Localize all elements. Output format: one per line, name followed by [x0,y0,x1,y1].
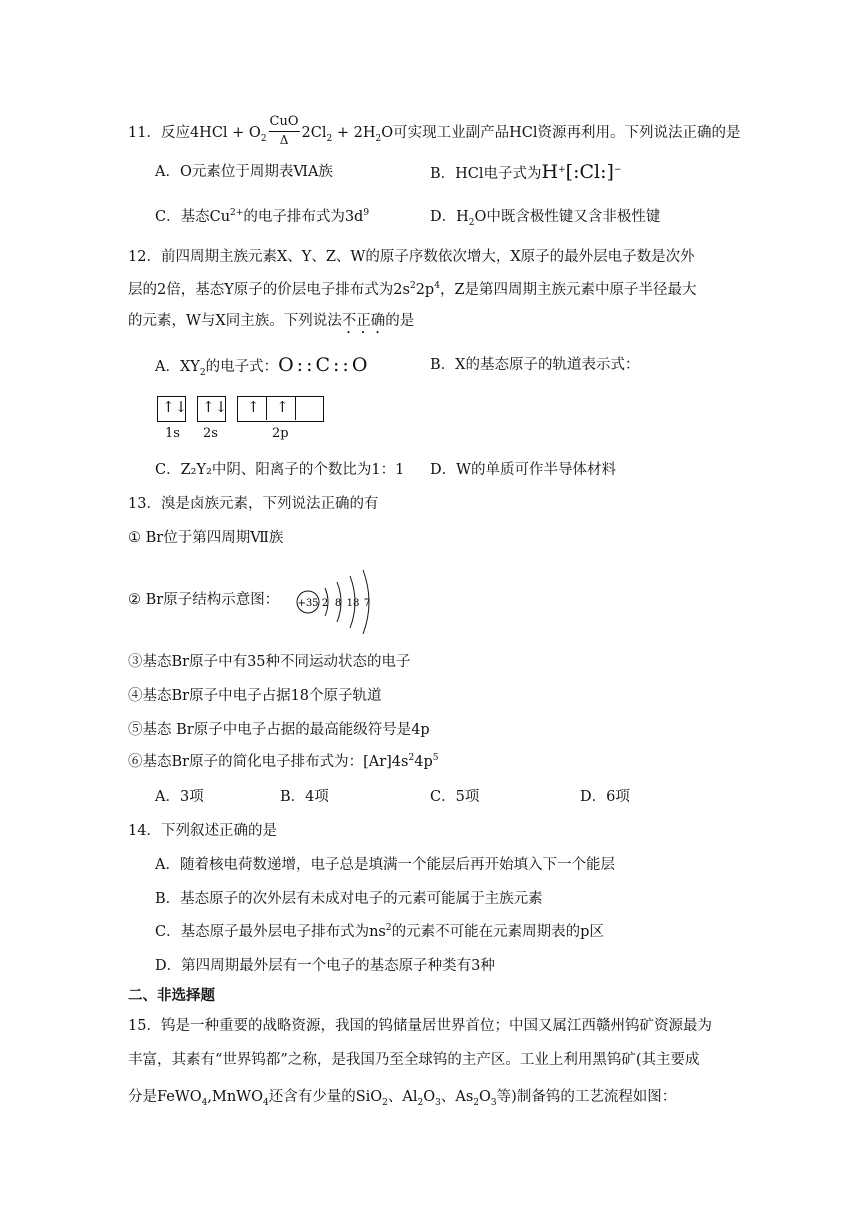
superscript: 2 [409,281,416,292]
q12-option-b: B．X的基态原子的轨道表示式： [430,357,640,373]
stem-text: 2p [415,282,435,298]
stem-text: ，Z是第四周期主族元素中原子半径最大 [439,282,697,298]
q13-option-c: C．5项 [430,789,480,805]
option-text: D． [430,209,457,225]
orbital-label: 2p [272,426,289,441]
statement-text: ⑥基态Br原子的简化电子排布式为：[Ar]4s [128,754,409,770]
q13-statement-5: ⑤基态 Br原子中电子占据的最高能级符号是4p [128,722,430,738]
q13-option-a: A．3项 [155,789,204,805]
stem-text: 的是 [385,313,415,329]
stem-text: O [423,1089,436,1105]
option-text: C．基态 [155,209,210,225]
ion: Cu [209,209,231,225]
q11-stem [128,116,740,150]
stem-text: O [479,1089,491,1105]
electron-arrow: ↑ [247,398,260,416]
option-text: 的元素不可能在元素周期表的p区 [391,924,604,940]
q14-stem: 14．下列叙述正确的是 [128,823,277,839]
catalyst: CuO [269,114,300,132]
orbital-label: 2s [203,426,218,441]
q13-statement-1: ① Br位于第四周期Ⅶ族 [128,530,284,546]
heat-symbol: Δ [279,133,289,147]
q13-stem: 13．溴是卤族元素，下列说法正确的有 [128,496,379,512]
stem-text: 、As [440,1089,474,1105]
section-heading: 二、非选择题 [128,987,215,1004]
stem-text: 、Al [387,1089,418,1105]
subscript: 2 [468,217,475,228]
superscript: 2 [385,923,392,934]
shell-electrons-2: 8 [334,598,342,609]
q13-option-b: B．4项 [280,789,329,805]
shell-electrons-3: 18 [346,598,360,609]
statement-text: 4p [414,754,433,770]
emphasis-text: 不正确 [341,313,386,329]
q13-statement-6 [128,752,438,772]
stem-text: 还含有少量的SiO [268,1089,383,1105]
shell-electrons-4: 7 [363,598,371,609]
reaction-condition [269,114,300,148]
q15-stem-line2: 丰富，其素有“世界钨都”之称，是我国乃至全球钨的主产区。工业上利用黑钨矿(其主要成 [128,1052,700,1068]
q15-stem-line3 [128,1087,676,1107]
subscript: 3 [490,1097,497,1108]
electron-formula: O::C::O [278,354,371,376]
electron-arrows: ↑↓ [162,398,188,416]
orbital-divider [266,397,267,420]
q13-statement-4: ④基态Br原子中电子占据18个原子轨道 [128,688,382,704]
q11-option-b [430,162,621,184]
q14-option-b: B．基态原子的次外层有未成对电子的元素可能属于主族元素 [155,891,543,907]
br-atom-structure-diagram [292,566,382,638]
stem-text: 分是FeWO [128,1089,202,1105]
stem-text: 可实现工业副产品HCl资源再利用。下列说法正确的是 [393,125,741,141]
electron-arrow: ↑ [276,398,289,416]
question-number: 11． [128,125,161,141]
option-text: A．XY [155,359,200,375]
subscript: 2 [260,133,267,144]
subscript: 3 [435,1097,441,1108]
subscript: 4 [262,1097,269,1108]
subscript: 2 [417,1097,424,1108]
electron-arrows: ↑↓ [202,398,228,416]
q14-option-a: A．随着核电荷数递增，电子总是填满一个能层后再开始填入下一个能层 [155,857,615,873]
option-text: 的电子排布式为3d [243,209,364,225]
q13-option-d: D．6项 [580,789,630,805]
option-text: B．HCl电子式为 [430,166,542,182]
q11-option-c [155,207,369,227]
superscript: 4 [434,281,440,292]
q13-statement-3: ③基态Br原子中有35种不同运动状态的电子 [128,654,411,670]
product: O [381,125,394,141]
stem-text: 层的2倍，基态Y原子的价层电子排布式为2s [128,282,410,298]
option-text: 的电子式： [205,359,279,375]
orbital-2p [237,396,324,422]
product: + 2H [332,125,376,141]
option-text: O中既含极性键又含非极性键 [474,209,661,225]
stem-text: ,MnWO [207,1089,263,1105]
q13-statement-2: ② Br原子结构示意图： [128,592,280,608]
superscript: 9 [363,208,370,219]
subscript: 2 [473,1097,480,1108]
option-text: C．基态原子最外层电子排布式为ns [155,924,386,940]
orbital-label: 1s [165,426,180,441]
q12-stem-line2 [128,280,697,300]
q14-option-c [155,922,604,942]
nucleus-charge: +35 [297,598,319,609]
superscript: 2 [408,753,415,764]
reactants: 4HCl + O [189,125,261,141]
orbital-1s [157,396,186,422]
subscript: 4 [201,1097,208,1108]
charge: − [613,165,622,176]
charge: + [558,165,566,176]
stem-text: 等)制备钨的工艺流程如图： [496,1089,677,1105]
superscript: 5 [432,753,439,764]
q12-stem-line3 [128,311,414,337]
stem-text: 反应 [160,125,190,141]
q15-stem-line1: 15．钨是一种重要的战略资源，我国的钨储量居世界首位；中国又属江西赣州钨矿资源最为 [128,1018,712,1034]
product: 2Cl [301,125,327,141]
q12-option-a [155,355,370,377]
shell-electrons-1: 2 [321,598,329,609]
molecule: H [456,209,469,225]
q14-option-d: D．第四周期最外层有一个电子的基态原子种类有3种 [155,958,495,974]
orbital-divider [295,397,296,420]
orbital-diagram [157,396,337,444]
q11-option-a: A．O元素位于周期表ⅥA族 [155,164,333,180]
q12-stem-line1: 12．前四周期主族元素X、Y、Z、W的原子序数依次增大，X原子的最外层电子数是次外 [128,249,695,265]
orbital-2s [197,396,226,422]
electron-formula-cl: [:Cl:] [565,161,614,183]
q12-option-d: D．W的单质可作半导体材料 [430,462,617,478]
subscript: 2 [382,1097,388,1108]
q12-option-c: C．Z₂Y₂中阴、阳离子的个数比为1：1 [155,462,405,478]
subscript: 2 [375,133,382,144]
subscript: 2 [199,367,206,378]
subscript: 2 [326,133,333,144]
charge: 2+ [230,208,244,219]
stem-text: 的元素，W与X同主族。下列说法 [128,313,342,329]
q11-option-d [430,207,660,227]
electron-formula-h: H [541,161,559,183]
